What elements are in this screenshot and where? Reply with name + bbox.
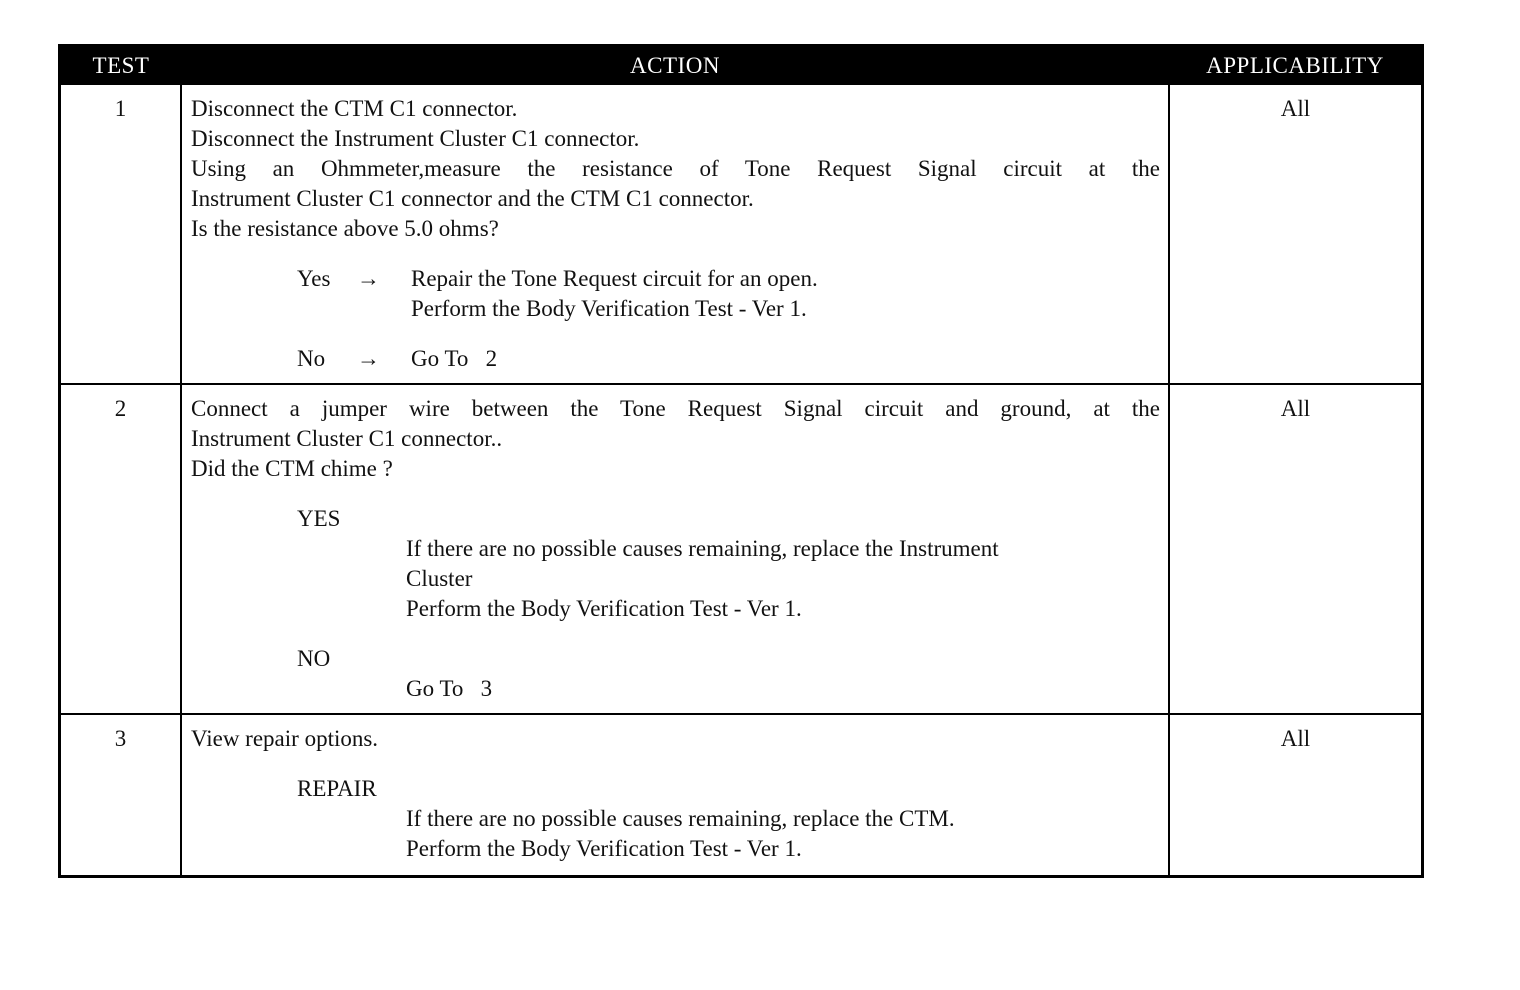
no-result: Go To 3 — [406, 676, 493, 701]
yes-result: Repair the Tone Request circuit for an open. — [411, 266, 818, 291]
no-result: Go To 2 — [411, 346, 498, 371]
yes-outcome — [297, 264, 1160, 324]
yes-result: Cluster — [406, 566, 473, 591]
right-arrow-icon: → — [357, 346, 380, 371]
action-question: Did the CTM chime ? — [191, 456, 393, 481]
action-step: Using an Ohmmeter,measure the resistance of Tone Request Signal circuit at the — [191, 156, 1160, 181]
table-row — [61, 714, 1421, 875]
action-step: Connect a jumper wire between the Tone Request Signal circuit and ground, at the — [191, 396, 1160, 421]
header-action: ACTION — [181, 47, 1169, 85]
table-header-row — [61, 47, 1421, 85]
applicability-value: All — [1169, 384, 1421, 714]
action-step: Instrument Cluster C1 connector.. — [191, 426, 503, 451]
action-step: Instrument Cluster C1 connector and the CTM C1 connector. — [191, 186, 754, 211]
yes-result: Perform the Body Verification Test - Ver 1. — [411, 296, 807, 321]
action-step: Disconnect the Instrument Cluster C1 connector. — [191, 126, 640, 151]
header-applicability: APPLICABILITY — [1169, 47, 1421, 85]
no-outcome — [297, 344, 1160, 374]
yes-label: YES — [297, 506, 341, 531]
applicability-value: All — [1169, 714, 1421, 875]
right-arrow-icon: → — [357, 266, 380, 291]
test-number: 3 — [61, 714, 181, 875]
yes-label: Yes — [297, 266, 331, 291]
action-cell — [181, 714, 1169, 875]
no-label: NO — [297, 646, 331, 671]
no-label: No — [297, 346, 326, 371]
action-step: View repair options. — [191, 726, 379, 751]
repair-result: Perform the Body Verification Test - Ver 1. — [406, 836, 802, 861]
test-number: 2 — [61, 384, 181, 714]
applicability-value: All — [1280, 96, 1311, 121]
table-row — [61, 384, 1421, 714]
yes-result: If there are no possible causes remaining, replace the Instrument — [406, 536, 999, 561]
repair-result: If there are no possible causes remaining, replace the CTM. — [406, 806, 955, 831]
repair-label: REPAIR — [297, 776, 377, 801]
header-test: TEST — [61, 47, 181, 85]
action-question: Is the resistance above 5.0 ohms? — [191, 216, 499, 241]
action-step: Disconnect the CTM C1 connector. — [191, 96, 518, 121]
test-number: 1 — [61, 85, 181, 384]
yes-result: Perform the Body Verification Test - Ver 1. — [406, 596, 802, 621]
action-cell — [181, 85, 1169, 384]
action-cell — [181, 384, 1169, 714]
diagnostic-test-table — [58, 44, 1424, 878]
table-row — [61, 85, 1421, 384]
